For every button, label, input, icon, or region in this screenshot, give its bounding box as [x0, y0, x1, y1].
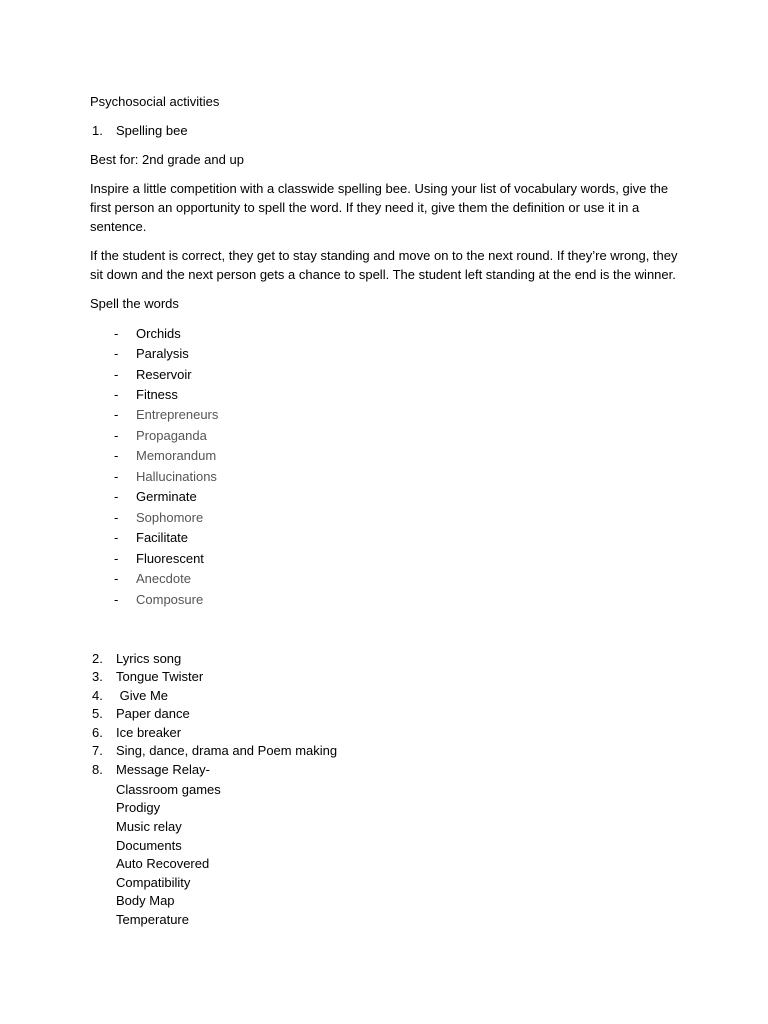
spell-label: Spell the words [90, 296, 179, 311]
list-bullet: - [114, 571, 119, 586]
list-bullet: - [114, 551, 119, 566]
sub-list-item: Compatibility [116, 875, 191, 890]
list-item: Paralysis [136, 346, 189, 361]
list-item: Fitness [136, 387, 178, 402]
list-item: Facilitate [136, 530, 189, 545]
list-bullet: - [114, 592, 119, 607]
list-item: Fluorescent [136, 551, 204, 566]
list-item: Orchids [136, 326, 181, 341]
sub-list-item: Music relay [116, 819, 182, 834]
list-bullet: - [114, 326, 119, 341]
activity-number: 5. [92, 706, 103, 721]
activity-label: Tongue Twister [116, 669, 204, 684]
list-bullet: - [114, 367, 119, 382]
document-title: Psychosocial activities [90, 94, 220, 109]
sub-list-item: Prodigy [116, 800, 161, 815]
list-item: Entrepreneurs [136, 407, 219, 422]
sub-list-item: Body Map [116, 893, 175, 908]
activity-label: Ice breaker [116, 725, 182, 740]
list-item: Germinate [136, 489, 197, 504]
activity-label: Lyrics song [116, 651, 182, 666]
rules-paragraph: If the student is correct, they get to stay standing and move on to the next round. If they’re wrong, they sit down and the next person gets a chance to spell. The student left standing at the end is the winner. [90, 248, 678, 282]
activity-label: Give Me [116, 688, 169, 703]
activity-number: 8. [92, 762, 103, 777]
sub-list-item: Temperature [116, 912, 189, 927]
list-item: Anecdote [136, 571, 191, 586]
list-bullet: - [114, 428, 119, 443]
list-item: Sophomore [136, 510, 204, 525]
list-item: Propaganda [136, 428, 207, 443]
list-item: Memorandum [136, 448, 217, 463]
list-bullet: - [114, 387, 119, 402]
sub-list-item: Classroom games [116, 782, 221, 797]
activity-number: 2. [92, 651, 103, 666]
list-item: Composure [136, 592, 204, 607]
list-bullet: - [114, 530, 119, 545]
list-bullet: - [114, 407, 119, 422]
section-heading: Spelling bee [116, 123, 188, 138]
section-number: 1. [92, 123, 103, 138]
list-bullet: - [114, 448, 119, 463]
list-bullet: - [114, 346, 119, 361]
intro-paragraph: Inspire a little competition with a classwide spelling bee. Using your list of vocabulary words, give the first person an opportunity to spell the word. If they need it, give them the definition or use it in a sentence. [90, 181, 669, 234]
activity-label: Message Relay- [116, 762, 210, 777]
list-item: Hallucinations [136, 469, 217, 484]
list-bullet: - [114, 469, 119, 484]
sub-list-item: Auto Recovered [116, 856, 210, 871]
list-item: Reservoir [136, 367, 192, 382]
best-for-line: Best for: 2nd grade and up [90, 152, 244, 167]
activity-number: 4. [92, 688, 103, 703]
activity-label: Paper dance [116, 706, 190, 721]
activity-number: 6. [92, 725, 103, 740]
activity-number: 3. [92, 669, 103, 684]
activity-number: 7. [92, 743, 103, 758]
sub-list-item: Documents [116, 838, 182, 853]
list-bullet: - [114, 510, 119, 525]
list-bullet: - [114, 489, 119, 504]
activity-label: Sing, dance, drama and Poem making [116, 743, 338, 758]
